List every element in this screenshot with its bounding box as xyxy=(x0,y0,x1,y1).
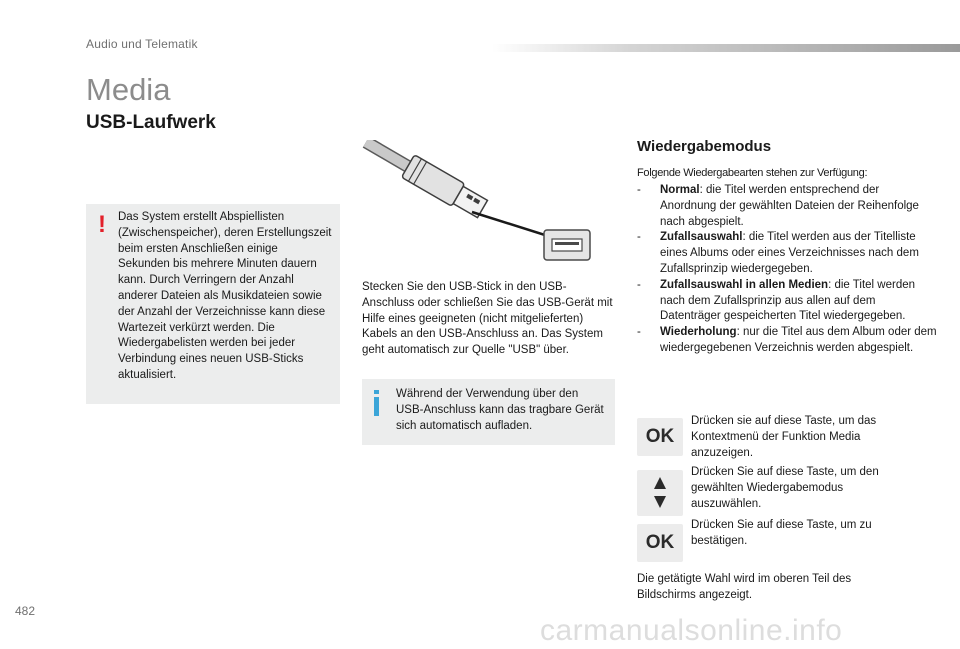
watermark: carmanualsonline.info xyxy=(540,614,843,647)
exclamation-icon: ! xyxy=(98,211,106,238)
usb-plug-illustration xyxy=(362,140,602,270)
playback-mode-heading: Wiedergabemodus xyxy=(637,138,772,155)
playback-intro: Folgende Wiedergabearten stehen zur Verfügung: xyxy=(637,167,868,179)
up-down-button[interactable] xyxy=(637,470,683,516)
playback-footer-note: Die getätigte Wahl wird im oberen Teil des Bildschirms angezeigt. xyxy=(637,573,852,601)
list-item: - Wiederholung: nur die Titel aus dem Album oder dem wiedergegebenen Verzeichnis werden abgespielt. xyxy=(637,326,937,354)
usb-cable xyxy=(366,142,414,170)
up-down-button-description: Drücken Sie auf diese Taste, um den gewählten Wiedergabemodus auszuwählen. xyxy=(691,466,879,510)
warning-text: Das System erstellt Abspiellisten (Zwischenspeicher), deren Erstellungszeit beim ersten Anschließen einige Sekunden bis mehrere Minuten dauern kann. Durch Verringern der Anzahl anderer Dateien als Musikdateien sowie der Anzahl der Verzeichnisse kann diese Wartezeit verkürzt werden. Die Wiedergabelisten werden bei jeder Verbindung eines neuen USB-Sticks aktualisiert. xyxy=(118,211,332,381)
arrow-up-icon xyxy=(654,477,666,489)
page-number: 482 xyxy=(15,604,36,618)
arrow-down-icon xyxy=(654,496,666,508)
list-item: - Zufallsauswahl in allen Medien: die Titel werden nach dem Zufallsprinzip aus allen auf dem Datenträger gespeicherten Titel wiedergegeben. xyxy=(637,278,916,323)
playback-mode-list xyxy=(637,183,937,357)
usb-instructions: Stecken Sie den USB-Stick in den USB-Anschluss oder schließen Sie das USB-Gerät mit Hilfe eines geeigneten (nicht mitgelieferten) Kabels an den USB-Anschluss an. Das System geht automatisch zur Quelle "USB" über. xyxy=(362,281,613,357)
page-title: Media xyxy=(86,72,171,107)
section-label: Audio und Telematik xyxy=(86,37,198,51)
ok-confirm-button[interactable]: OK xyxy=(637,524,683,562)
ok-confirm-description: Drücken Sie auf diese Taste, um zu bestätigen. xyxy=(691,519,872,547)
info-text: Während der Verwendung über den USB-Anschluss kann das tragbare Gerät sich automatisch aufladen. xyxy=(396,388,604,432)
ok-button[interactable]: OK xyxy=(637,418,683,456)
list-item: - Zufallsauswahl: die Titel werden aus der Titelliste eines Albums oder eines Verzeichnisses nach dem Zufallsprinzip wiedergegeben. xyxy=(637,231,919,275)
ok-button-description: Drücken sie auf diese Taste, um das Kontextmenü der Funktion Media anzuzeigen. xyxy=(691,415,877,459)
usb-port xyxy=(544,230,590,260)
header-gradient-bar xyxy=(492,44,960,52)
list-item: - Normal: die Titel werden entsprechend der Anordnung der gewählten Dateien der Reihenfolge nach abgespielt. xyxy=(637,184,919,228)
usb-plug xyxy=(402,155,489,221)
section-subtitle: USB-Laufwerk xyxy=(86,112,216,133)
info-icon xyxy=(374,390,379,416)
